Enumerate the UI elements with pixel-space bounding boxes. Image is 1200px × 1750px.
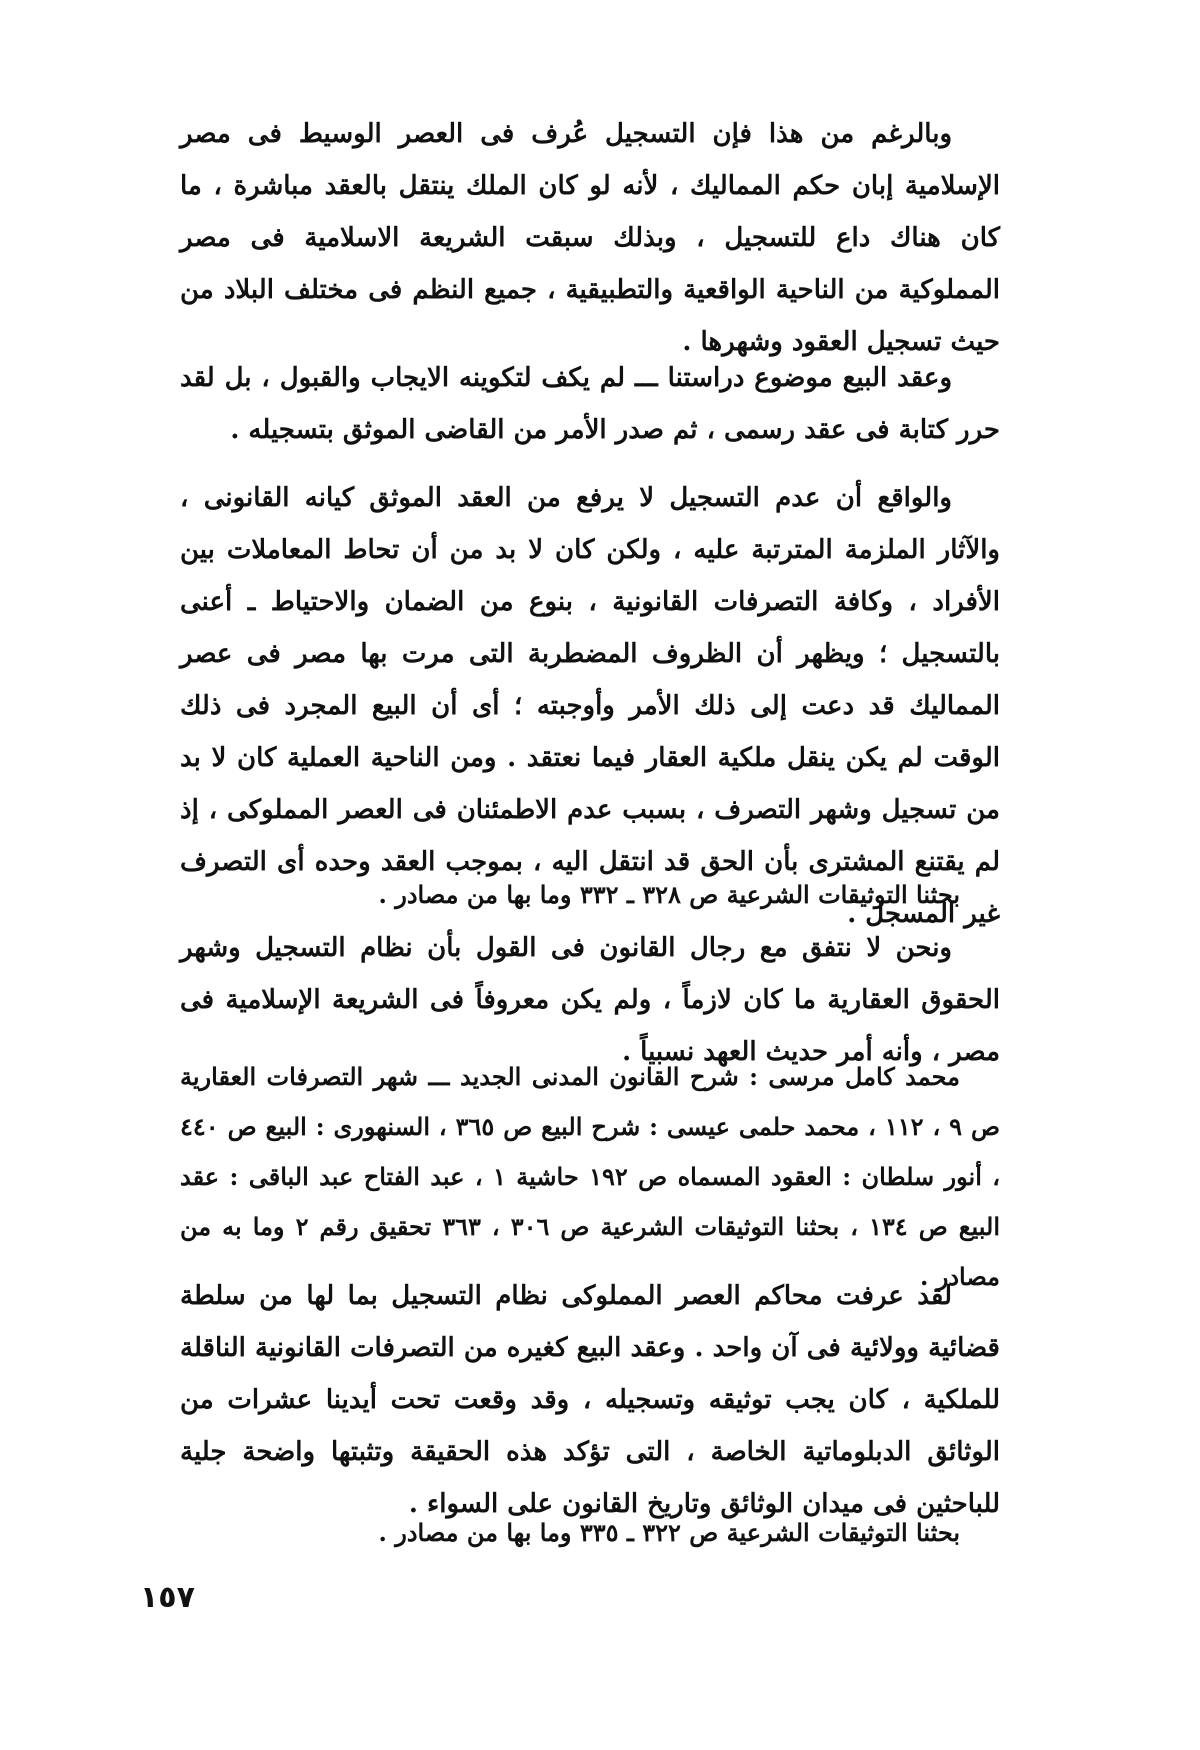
paragraph-text: ونحن لا نتفق مع رجال القانون فى القول بأن نظام التسجيل وشهر الحقوق العقارية ما كان لازماً ، ولم يكن معروفاً فى الشريعة الإسلامية فى مصر ، وأنه أمر حديث العهد نسبياً . [180, 933, 1000, 1067]
paragraph-text: وبالرغم من هذا فإن التسجيل عُرف فى العصر الوسيط فى مصر الإسلامية إبان حكم المماليك ، لأنه لو كان الملك ينتقل بالعقد مباشرة ، ما كان هناك داع للتسجيل ، وبذلك سبقت الشريعة الاسلامية فى مصر المملوكية من الناحية الواقعية والتطبيقية ، جميع النظم فى مختلف البلاد من حيث تسجيل العقود وشهرها . [180, 119, 1000, 357]
page-number: ١٥٧ [140, 1580, 195, 1615]
note-text: بحثنا التوثيقات الشرعية ص ٣٢٨ ـ ٣٣٢ وما بها من مصادر . [378, 880, 960, 909]
paragraph-text: وعقد البيع موضوع دراستنا ـــ لم يكف لتكوينه الايجاب والقبول ، بل لقد حرر كتابة فى عقد رسمى ، ثم صدر الأمر من القاضى الموثق بتسجيله . [180, 363, 1000, 445]
paragraph-registration-mamluk-era [180, 108, 1000, 368]
paragraph-sale-contract [180, 352, 1000, 456]
note-text: بحثنا التوثيقات الشرعية ص ٣٢٢ ـ ٣٣٥ وما بها من مصادر . [378, 1518, 960, 1547]
reference-note-1 [180, 870, 1000, 920]
paragraph-mamluk-courts [180, 1270, 1000, 1530]
paragraph-text: والواقع أن عدم التسجيل لا يرفع من العقد الموثق كيانه القانونى ، والآثار الملزمة المترتبة عليه ، ولكن كان لا بد من أن تحاط المعاملات بين الأفراد ، وكافة التصرفات القانونية ، بنوع من الضمان والاحتياط ـ أعنى بالتسجيل ؛ ويظهر أن الظروف المضطربة التى مرت بها مصر فى عصر المماليك قد دعت إلى ذلك الأمر وأوجبته ؛ أى أن البيع المجرد فى ذلك الوقت لم يكن ينقل ملكية العقار فيما نعتقد . ومن الناحية العملية كان لا بد من تسجيل وشهر التصرف ، بسبب عدم الاطمئنان فى العصر المملوكى ، إذ لم يقتنع المشترى بأن الحق قد انتقل اليه ، بموجب العقد وحده أى التصرف غير المسجل . [180, 483, 1000, 929]
paragraph-text: لقد عرفت محاكم العصر المملوكى نظام التسجيل بما لها من سلطة قضائية وولائية فى آن واحد . وعقد البيع كغيره من التصرفات القانونية الناقلة للملكية ، كان يجب توثيقه وتسجيله ، وقد وقعت تحت أيدينا عشرات من الوثائق الدبلوماتية الخاصة ، التى تؤكد هذه الحقيقة وتثبتها واضحة جلية للباحثين فى ميدان الوثائق وتاريخ القانون على السواء . [180, 1281, 1000, 1519]
note-text: محمد كامل مرسى : شرح القانون المدنى الجديد ـــ شهر التصرفات العقارية ص ٩ ، ١١٢ ، محمد حلمى عيسى : شرح البيع ص ٣٦٥ ، السنهورى : البيع ص ٤٤٠ ، أنور سلطان : العقود المسماه ص ١٩٢ حاشية ١ ، عبد الفتاح عبد الباقى : عقد البيع ص ١٣٤ ، بحثنا التوثيقات الشرعية ص ٣٠٦ ، ٣٦٣ تحقيق رقم ٢ وما به من مصادر . [180, 1062, 1001, 1291]
reference-note-2 [180, 1052, 1000, 1302]
reference-note-3 [180, 1508, 1000, 1558]
